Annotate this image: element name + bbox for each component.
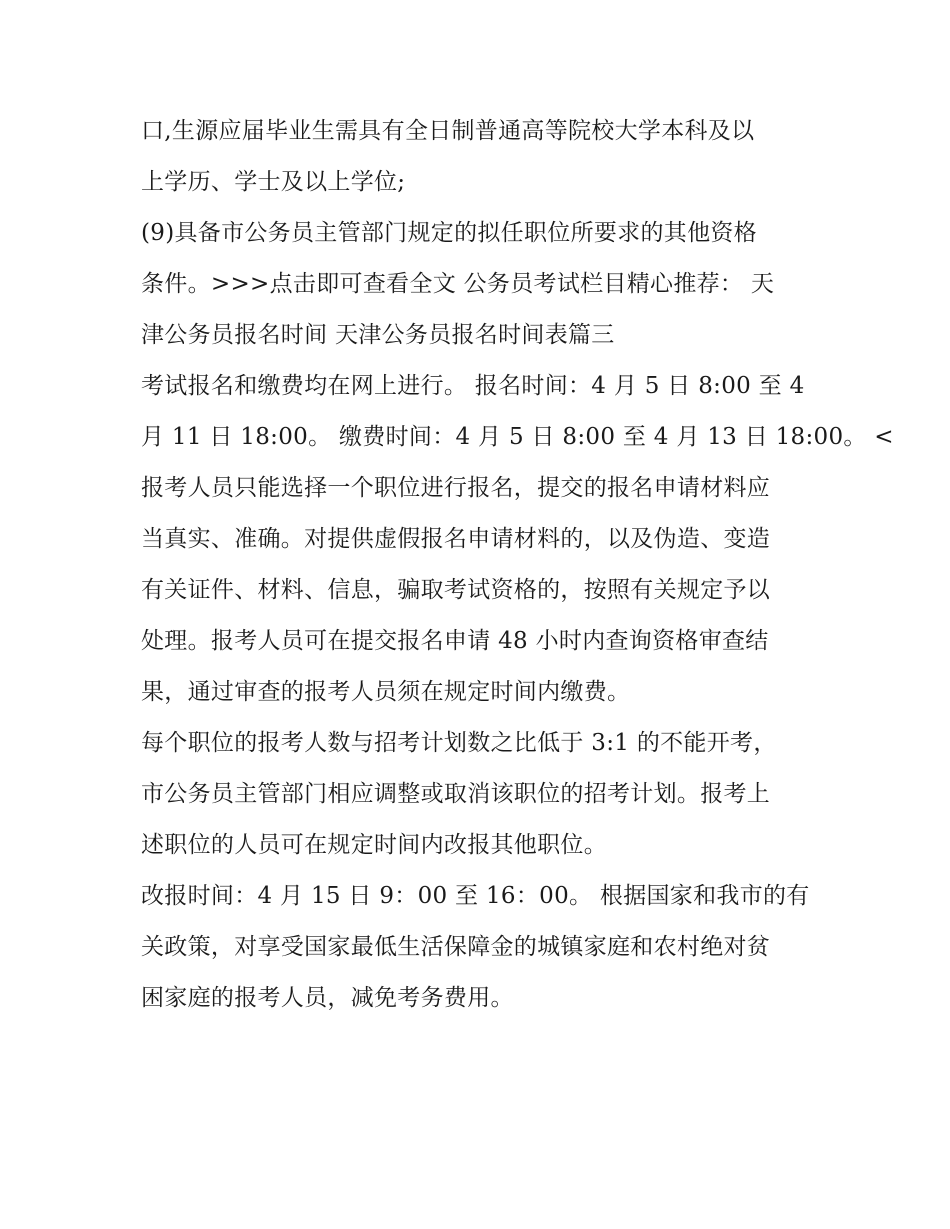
text-line: 津公务员报名时间 天津公务员报名时间表篇三 xyxy=(141,322,615,348)
text-line: 有关证件、材料、信息，骗取考试资格的，按照有关规定予以 xyxy=(141,577,771,603)
text-line: 关政策，对享受国家最低生活保障金的城镇家庭和农村绝对贫 xyxy=(141,934,771,960)
text-line: 每个职位的报考人数与招考计划数之比低于 3:1 的不能开考， xyxy=(141,730,777,756)
text-line: 条件。>>>点击即可查看全文 公务员考试栏目精心推荐： 天 xyxy=(141,271,775,297)
text-line: 月 11 日 18:00。 缴费时间：4 月 5 日 8:00 至 4 月 13 日 18:00。 < xyxy=(141,424,894,450)
text-line: 述职位的人员可在规定时间内改报其他职位。 xyxy=(141,832,607,858)
text-line: 市公务员主管部门相应调整或取消该职位的招考计划。报考上 xyxy=(141,781,771,807)
text-line: 报考人员只能选择一个职位进行报名，提交的报名申请材料应 xyxy=(141,475,771,501)
text-line: 改报时间：4 月 15 日 9：00 至 16：00。 根据国家和我市的有 xyxy=(141,883,810,909)
text-line: 口,生源应届毕业生需具有全日制普通高等院校大学本科及以 xyxy=(141,118,755,144)
text-line: (9)具备市公务员主管部门规定的拟任职位所要求的其他资格 xyxy=(141,220,757,246)
text-line: 当真实、准确。对提供虚假报名申请材料的，以及伪造、变造 xyxy=(141,526,771,552)
document-body xyxy=(141,106,894,1024)
text-line: 上学历、学士及以上学位; xyxy=(141,169,406,195)
text-line: 困家庭的报考人员，减免考务费用。 xyxy=(141,985,514,1011)
text-line: 处理。报考人员可在提交报名申请 48 小时内查询资格审查结 xyxy=(141,628,769,654)
text-line: 果，通过审查的报考人员须在规定时间内缴费。 xyxy=(141,679,631,705)
text-line: 考试报名和缴费均在网上进行。 报名时间：4 月 5 日 8:00 至 4 xyxy=(141,373,805,399)
